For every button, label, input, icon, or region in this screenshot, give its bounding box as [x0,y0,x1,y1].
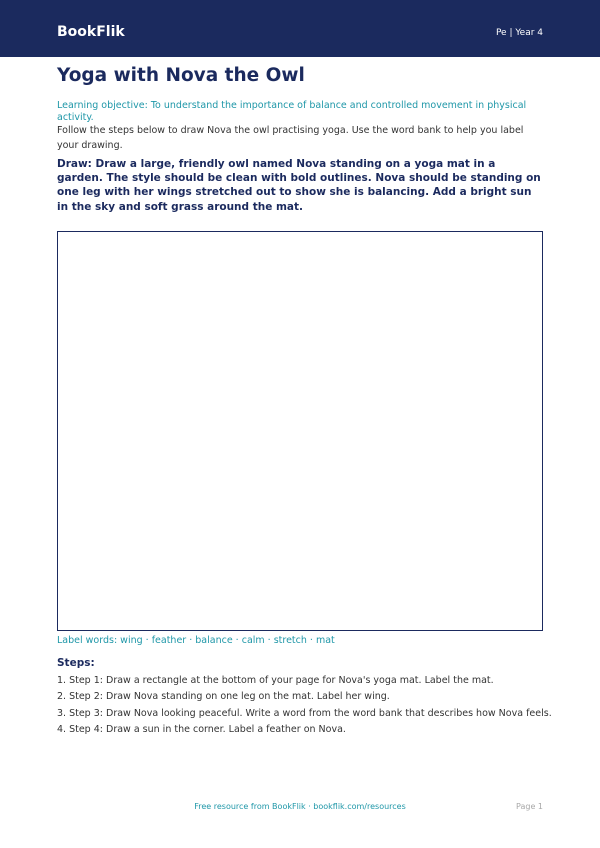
steps-heading: Steps: [57,657,95,669]
header-bar [0,0,600,57]
page-title: Yoga with Nova the Owl [57,65,305,86]
draw-prompt: Draw: Draw a large, friendly owl named Nova standing on a yoga mat in a garden. The style should be clean with bold outlines. Nova should be standing on one leg with her wings stretched out to show she is balancing. Add a bright sun in the sky and soft grass around the mat. [57,158,541,213]
footer-credit: Free resource from BookFlik · bookflik.com/resources [194,802,406,811]
steps-list [57,673,552,738]
word-bank: Label words: wing · feather · balance · calm · stretch · mat [57,635,335,646]
step-item: 3. Step 3: Draw Nova looking peaceful. Write a word from the word bank that describes how Nova feels. [57,707,552,719]
step-item: 1. Step 1: Draw a rectangle at the bottom of your page for Nova's yoga mat. Label the mat. [57,675,494,686]
step-item: 4. Step 4: Draw a sun in the corner. Label a feather on Nova. [57,723,346,735]
step-item: 2. Step 2: Draw Nova standing on one leg on the mat. Label her wing. [57,691,390,703]
intro-text: Follow the steps below to draw Nova the owl practising yoga. Use the word bank to help you label your drawing. [57,125,524,151]
brand-logo: BookFlik [57,24,125,40]
subject-year-label: Pe | Year 4 [495,28,543,38]
drawing-area [57,231,543,631]
page-number: Page 1 [516,802,543,811]
learning-objective: Learning objective: To understand the importance of balance and controlled movement in physical activity. [57,100,527,123]
